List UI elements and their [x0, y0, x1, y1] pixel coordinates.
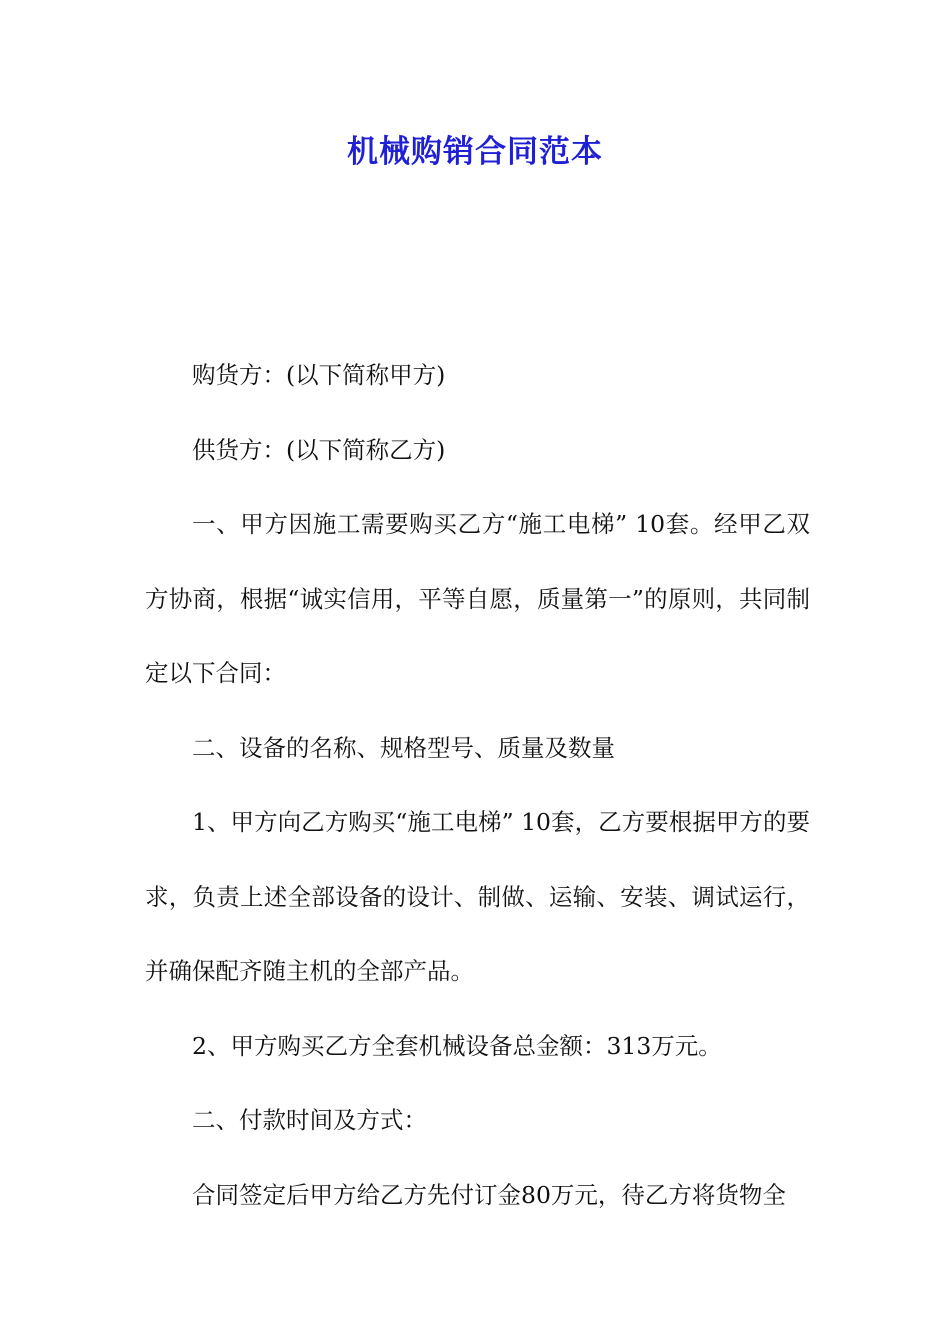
paragraph-section-equipment: 二、设备的名称、规格型号、质量及数量: [192, 733, 615, 762]
paragraph-supplier: 供货方：(以下简称乙方): [192, 435, 446, 464]
document-body: [145, 338, 810, 1232]
paragraph-section-payment: 二、付款时间及方式：: [192, 1106, 427, 1134]
paragraph-buyer: 购货方：(以下简称甲方): [192, 361, 446, 389]
paragraph-item-1: 1、甲方向乙方购买“施工电梯” 10套，乙方要根据甲方的要求，负责上述全部设备的设计、制做、运输、安装、调试运行，并确保配齐随主机的全部产品。: [145, 808, 810, 985]
paragraph-payment-terms: 合同签定后甲方给乙方先付订金80万元，待乙方将货物全: [192, 1180, 786, 1209]
paragraph-clause-1: 一、甲方因施工需要购买乙方“施工电梯” 10套。经甲乙双方协商，根据“诚实信用，平等自愿，质量第一”的原则，共同制定以下合同：: [145, 510, 810, 687]
paragraph-item-2: 2、甲方购买乙方全套机械设备总金额：313万元。: [192, 1031, 722, 1060]
document-title: 机械购销合同范本: [347, 134, 603, 170]
